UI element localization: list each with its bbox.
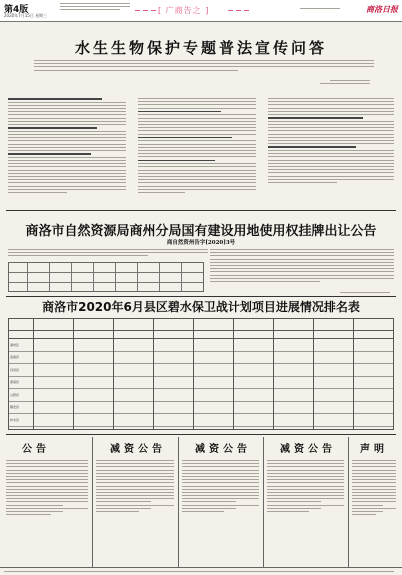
page-number: 第4版 (4, 5, 29, 15)
table-row (9, 402, 393, 415)
notice-body (96, 460, 174, 514)
notice-title: 减资公告 (110, 444, 166, 455)
notice-separator (92, 437, 93, 567)
section-tag: [ 广商告之 ] (158, 6, 210, 15)
notice-title: 公告 (22, 444, 50, 455)
masthead (0, 0, 402, 22)
divider (6, 210, 396, 211)
table-vline (233, 319, 234, 429)
ranking-table-subheader (9, 331, 393, 339)
article2-signature (320, 292, 390, 295)
row-label: 商南县 (10, 380, 20, 384)
newspaper-logo: 商洛日报 (366, 5, 398, 14)
header-dash (236, 10, 241, 11)
table-row (9, 377, 393, 390)
header-dash (228, 10, 233, 11)
article1-source (290, 80, 370, 86)
article1-title: 水生生物保护专题普法宣传问答 (74, 39, 327, 57)
table-vline (353, 319, 354, 429)
table-row (9, 364, 393, 377)
table-row (9, 414, 393, 427)
page-date: 2020年7月15日 星期三 (4, 13, 48, 18)
row-label: 丹凤县 (10, 367, 20, 372)
table-row (9, 339, 393, 352)
header-dash (151, 10, 156, 11)
article3-title: 商洛市2020年6月县区碧水保卫战计划项目进展情况排名表 (42, 300, 360, 314)
row-label: 柞水县 (10, 417, 20, 422)
article2-body-left (8, 249, 208, 259)
land-parcel-table (8, 262, 204, 292)
article1-column-3 (268, 98, 394, 185)
table-vline (33, 319, 34, 429)
table-row (9, 389, 393, 402)
article2-title: 商洛市自然资源局商州分局国有建设用地使用权挂牌出让公告 (25, 224, 377, 239)
row-label: 商州区 (10, 342, 20, 347)
header-dash (244, 10, 249, 11)
notice-separator (348, 437, 349, 567)
article2-body-right (210, 249, 394, 284)
divider (6, 296, 396, 297)
notice-body (352, 460, 396, 517)
page-footer (0, 567, 402, 575)
notice-title: 减资公告 (280, 444, 336, 455)
notice-title: 减资公告 (195, 444, 251, 455)
notice-body (267, 460, 344, 514)
table-vline (153, 319, 154, 429)
row-label: 镇安县 (10, 405, 20, 409)
notice-body (182, 460, 259, 514)
article1-intro (34, 60, 374, 78)
notice-title: 声明 (360, 444, 388, 455)
notice-separator (263, 437, 264, 567)
header-dash (143, 10, 148, 11)
table-vline (273, 319, 274, 429)
ranking-table-header (9, 319, 393, 331)
notice-body (6, 460, 88, 517)
row-label: 山阳县 (10, 392, 20, 397)
table-vline (113, 319, 114, 429)
header-right-meta (300, 8, 340, 11)
article1-column-2 (138, 98, 256, 195)
table-vline (313, 319, 314, 429)
notice-separator (178, 437, 179, 567)
header-meta (60, 3, 130, 12)
article2-subtitle: 商自然资州告字[2020]3号 (166, 240, 236, 246)
row-label: 洛南县 (10, 355, 20, 359)
table-vline (73, 319, 74, 429)
table-vline (193, 319, 194, 429)
table-row (9, 352, 393, 365)
divider (6, 434, 396, 435)
header-dash (135, 10, 140, 11)
article1-column-1 (8, 98, 126, 195)
ranking-table (8, 318, 394, 430)
